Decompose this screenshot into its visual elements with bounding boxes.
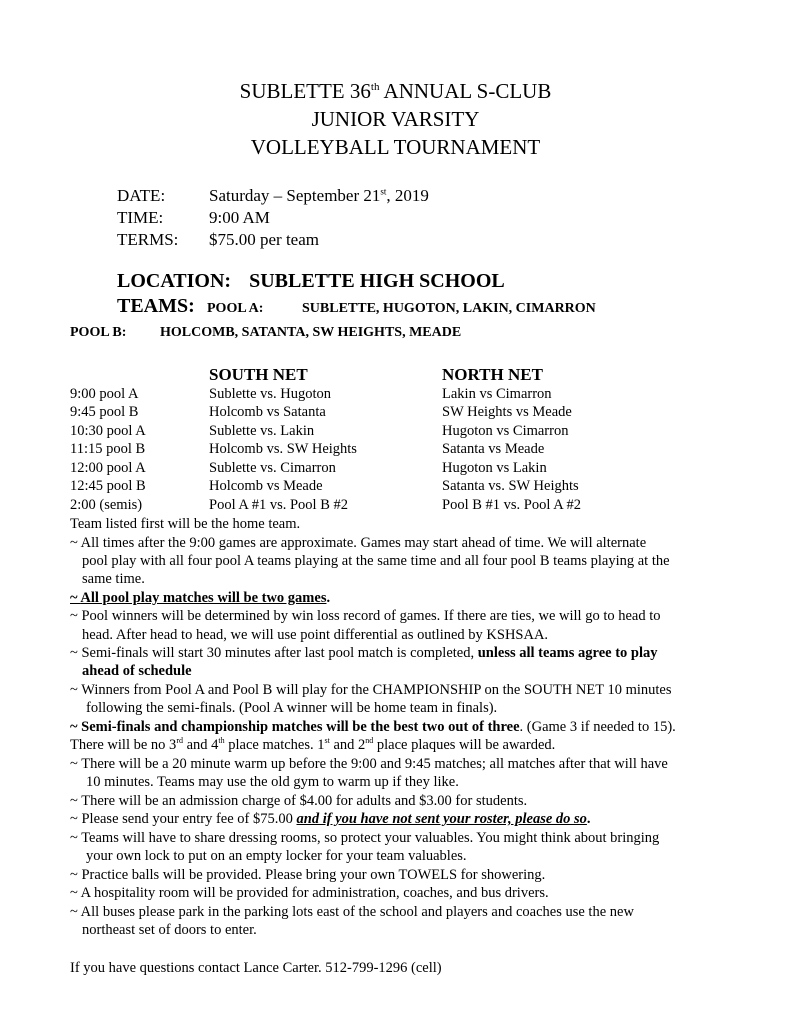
north-match: SW Heights vs Meade (442, 404, 572, 420)
note-place-sup: st (324, 736, 330, 746)
note-two-games-text: All pool play matches will be two games (80, 590, 327, 606)
north-match: Satanta vs Meade (442, 441, 545, 457)
note-buses-1: ~ All buses please park in the parking lots east of the school and players and coaches use the new (70, 904, 634, 920)
north-match: Hugoton vs Cimarron (442, 423, 569, 439)
location-label: LOCATION: (117, 270, 232, 292)
pool-b-label: POOL B: (70, 325, 127, 340)
schedule-time: 9:00 pool A (70, 386, 139, 402)
note-best-of-three-rest: . (Game 3 if needed to 15). (519, 719, 676, 735)
note-admission: ~ There will be an admission charge of $4.00 for adults and $3.00 for students. (70, 793, 528, 809)
time-value: 9:00 AM (209, 208, 270, 227)
note-tilde: ~ (70, 590, 81, 606)
south-match: Holcomb vs. SW Heights (209, 441, 357, 457)
schedule-row (0, 423, 791, 442)
note-semis-bold: unless all teams agree to play (477, 645, 658, 661)
note-place-sup: nd (365, 736, 374, 746)
north-match: Lakin vs Cimarron (442, 386, 552, 402)
title-line-2: JUNIOR VARSITY (311, 107, 480, 131)
note-place-sup: rd (176, 736, 183, 746)
schedule-row (0, 478, 791, 497)
south-net-header: SOUTH NET (209, 365, 308, 384)
title-line-1-rest: ANNUAL S-CLUB (379, 79, 552, 103)
title-line-1-text: SUBLETTE 36 (239, 79, 371, 103)
note-place-text: place matches. 1 (224, 737, 325, 753)
note-best-of-three-bold: ~ Semi-finals and championship matches will be the best two out of three (70, 719, 520, 735)
date-value-text: Saturday – September 21 (209, 186, 381, 205)
note-warm-up-2: 10 minutes. Teams may use the old gym to warm up if they like. (86, 774, 459, 790)
note-place-text: There will be no 3 (70, 737, 177, 753)
note-period: . (586, 811, 591, 827)
date-label: DATE: (117, 186, 166, 205)
note-place-matches (70, 736, 555, 754)
schedule-time: 12:45 pool B (70, 478, 146, 494)
south-match: Sublette vs. Cimarron (209, 460, 336, 476)
date-value-year: , 2019 (386, 186, 429, 205)
south-match: Sublette vs. Hugoton (209, 386, 332, 402)
note-hospitality: ~ A hospitality room will be provided for administration, coaches, and bus drivers. (70, 885, 549, 901)
schedule-row (0, 441, 791, 460)
note-championship-2: following the semi-finals. (Pool A winner will be home team in finals). (86, 700, 498, 716)
note-practice-balls: ~ Practice balls will be provided. Please bring your own TOWELS for showering. (70, 867, 546, 883)
date-value-sup: st (380, 186, 387, 197)
note-place-sup: th (218, 736, 225, 746)
note-dressing-1: ~ Teams will have to share dressing rooms, so protect your valuables. You might think about bringing (70, 830, 660, 846)
note-entry-fee-emphasis: and if you have not sent your roster, please do so (296, 811, 587, 827)
note-two-games (70, 589, 330, 607)
north-match: Satanta vs. SW Heights (442, 478, 579, 494)
note-semis-1 (70, 644, 658, 662)
schedule-row (0, 404, 791, 423)
teams-label: TEAMS: (117, 295, 195, 317)
schedule-time: 11:15 pool B (70, 441, 146, 457)
date-value (209, 185, 429, 207)
note-dressing-2: your own lock to put on an empty locker for your team valuables. (86, 848, 467, 864)
note-times-1: ~ All times after the 9:00 games are approximate. Games may start ahead of time. We will alternate (70, 535, 647, 551)
note-entry-fee-text: ~ Please send your entry fee of $75.00 (70, 811, 297, 827)
pool-a-teams: SUBLETTE, HUGOTON, LAKIN, CIMARRON (302, 301, 596, 316)
schedule-time: 12:00 pool A (70, 460, 146, 476)
note-pool-winners-1: ~ Pool winners will be determined by win loss record of games. If there are ties, we will go to head to (70, 608, 661, 624)
schedule-time: 9:45 pool B (70, 404, 139, 420)
south-match: Holcomb vs Satanta (209, 404, 326, 420)
title-line-1-sup: th (370, 81, 380, 93)
schedule-time: 10:30 pool A (70, 423, 146, 439)
note-best-of-three (70, 718, 676, 736)
note-place-text: and 4 (182, 737, 219, 753)
pool-b-teams: HOLCOMB, SATANTA, SW HEIGHTS, MEADE (160, 325, 462, 340)
title-line-3: VOLLEYBALL TOURNAMENT (250, 135, 541, 159)
note-warm-up-1: ~ There will be a 20 minute warm up before the 9:00 and 9:45 matches; all matches after that will have (70, 756, 668, 772)
note-semis-2: ahead of schedule (82, 663, 192, 679)
title-line-1 (0, 78, 791, 104)
time-label: TIME: (117, 208, 164, 227)
south-match: Sublette vs. Lakin (209, 423, 315, 439)
note-buses-2: northeast set of doors to enter. (82, 922, 257, 938)
north-net-header: NORTH NET (442, 365, 543, 384)
note-period: . (326, 590, 331, 606)
note-semis-text: ~ Semi-finals will start 30 minutes after last pool match is completed, (70, 645, 478, 661)
location-value: SUBLETTE HIGH SCHOOL (249, 270, 505, 292)
schedule-time: 2:00 (semis) (70, 497, 143, 513)
contact-line: If you have questions contact Lance Carter. 512-799-1296 (cell) (70, 960, 442, 976)
pool-a-label: POOL A: (207, 301, 264, 316)
note-home-team: Team listed first will be the home team. (70, 516, 301, 532)
north-match: Pool B #1 vs. Pool A #2 (442, 497, 581, 513)
note-place-text: and 2 (329, 737, 366, 753)
note-entry-fee (70, 810, 591, 828)
note-championship-1: ~ Winners from Pool A and Pool B will play for the CHAMPIONSHIP on the SOUTH NET 10 minutes (70, 682, 672, 698)
note-times-2: pool play with all four pool A teams playing at the same time and all four pool B teams playing at the (82, 553, 670, 569)
north-match: Hugoton vs Lakin (442, 460, 547, 476)
schedule-row (0, 460, 791, 479)
location-row (117, 270, 505, 293)
schedule-row (0, 497, 791, 516)
schedule-row (0, 386, 791, 405)
terms-value: $75.00 per team (209, 230, 319, 249)
south-match: Pool A #1 vs. Pool B #2 (209, 497, 348, 513)
note-place-text: place plaques will be awarded. (373, 737, 556, 753)
note-times-3: same time. (82, 571, 145, 587)
south-match: Holcomb vs Meade (209, 478, 323, 494)
terms-label: TERMS: (117, 230, 179, 249)
note-pool-winners-2: head. After head to head, we will use point differential as outlined by KSHSAA. (82, 627, 549, 643)
